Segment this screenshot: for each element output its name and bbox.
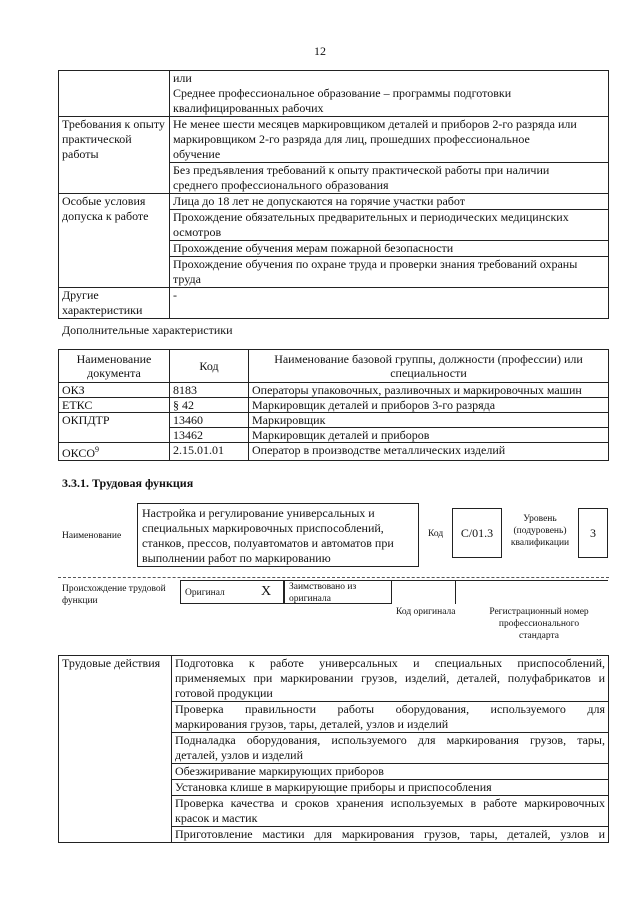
code-cell: 13462 bbox=[170, 428, 249, 443]
function-name-box bbox=[137, 503, 419, 567]
action-line: готовой продукции bbox=[175, 686, 273, 700]
additional-title: Дополнительные характеристики bbox=[62, 323, 233, 337]
column-header: Наименование базовой группы, должности (профессии) или специальности bbox=[249, 350, 609, 383]
code-label: Код bbox=[428, 529, 444, 539]
code-cell: 13460 bbox=[170, 413, 249, 428]
actions-label: Трудовые действия bbox=[59, 656, 172, 843]
action-line: Обезжиривание маркирующих приборов bbox=[172, 764, 608, 780]
action-line: Установка клише в маркирующие приборы и приспособления bbox=[172, 780, 608, 796]
table-header-row bbox=[59, 350, 609, 383]
requirement-line: Прохождение обязательных предварительных и периодических медицинских bbox=[173, 210, 569, 224]
requirement-line: Прохождение обучения по охране труда и проверки знания требований охраны bbox=[173, 257, 578, 271]
additional-table bbox=[58, 349, 609, 461]
function-name-line: выполнении работ по маркированию bbox=[142, 551, 331, 565]
action-line: Подготовка к работе универсальных и специальных приспособлений, bbox=[175, 656, 605, 670]
divider bbox=[58, 577, 609, 578]
requirement-line: Не менее шести месяцев маркировщиком деталей и приборов 2-го разряда или bbox=[173, 117, 577, 131]
requirement-label bbox=[59, 71, 170, 117]
doc-cell: ОКСО bbox=[62, 446, 96, 460]
requirement-line: Без предъявления требований к опыту практической работы при наличии bbox=[173, 163, 550, 177]
table-row bbox=[59, 194, 609, 288]
section-heading: 3.3.1. Трудовая функция bbox=[62, 476, 194, 490]
action-line: маркирования грузов, тары, деталей, узлов и изделий bbox=[175, 717, 449, 731]
action-line: Проверка правильности работы оборудования, используемого для bbox=[175, 702, 605, 716]
table-row bbox=[59, 656, 609, 843]
name-cell: Операторы упаковочных, разливочных и маркировочных машин bbox=[249, 383, 609, 398]
table-row bbox=[59, 383, 609, 398]
name-cell: Маркировщик деталей и приборов bbox=[249, 428, 609, 443]
function-code: С/01.3 bbox=[452, 508, 502, 558]
column-header: Код bbox=[170, 350, 249, 383]
code-cell: § 42 bbox=[170, 398, 249, 413]
code-cell: 2.15.01.01 bbox=[170, 443, 249, 461]
requirement-line: Лица до 18 лет не допускаются на горячие участки работ bbox=[170, 194, 608, 210]
borrowed-label: Заимствовано из оригинала bbox=[289, 582, 357, 604]
requirement-line: труда bbox=[173, 272, 201, 286]
original-code-box bbox=[392, 580, 456, 604]
function-name-line: Настройка и регулирование универсальных и bbox=[142, 506, 375, 520]
original-mark: X bbox=[261, 584, 272, 599]
name-cell: Маркировщик деталей и приборов 3-го разряда bbox=[249, 398, 609, 413]
action-line: Подналадка оборудования, используемого для маркирования грузов, тары, bbox=[175, 733, 605, 747]
registration-box bbox=[456, 580, 608, 604]
table-row bbox=[59, 413, 609, 428]
requirement-line: квалифицированных рабочих bbox=[173, 101, 324, 115]
function-name-line: специальных маркировочных приспособлений, bbox=[142, 521, 384, 535]
level-label: Уровень (подуровень) квалификации bbox=[510, 514, 570, 548]
column-header: Наименование документа bbox=[59, 350, 170, 383]
page-number: 12 bbox=[314, 44, 326, 58]
doc-cell: ОКПДТР bbox=[59, 413, 170, 443]
requirements-table bbox=[58, 70, 609, 319]
requirement-label: Другие характеристики bbox=[59, 288, 170, 319]
registration-label: Регистрационный номер профессионального стандарта bbox=[489, 607, 589, 641]
action-line: красок и мастик bbox=[175, 811, 258, 825]
name-cell: Оператор в производстве металлических изделий bbox=[249, 443, 609, 461]
requirement-line: осмотров bbox=[173, 225, 222, 239]
doc-cell: ОКЗ bbox=[59, 383, 170, 398]
doc-cell: ЕТКС bbox=[59, 398, 170, 413]
code-cell: 8183 bbox=[170, 383, 249, 398]
requirement-line: среднего профессионального образования bbox=[173, 178, 389, 192]
requirement-line: Среднее профессиональное образование – программы подготовки bbox=[173, 86, 512, 100]
qualification-level: 3 bbox=[578, 508, 608, 558]
table-row bbox=[59, 71, 609, 117]
action-line: Проверка качества и сроков хранения используемых в работе маркировочных bbox=[175, 796, 605, 810]
actions-table bbox=[58, 655, 609, 843]
action-line: Приготовление мастики для маркирования грузов, тары, деталей, узлов и bbox=[175, 827, 605, 841]
name-cell: Маркировщик bbox=[249, 413, 609, 428]
action-line: деталей, узлов и изделий bbox=[175, 748, 304, 762]
requirement-line: обучение bbox=[173, 147, 221, 161]
name-label: Наименование bbox=[62, 531, 122, 541]
table-row bbox=[59, 443, 609, 461]
table-row bbox=[59, 398, 609, 413]
action-line: применяемых при маркировании грузов, изделий, деталей, полуфабрикатов и bbox=[175, 671, 605, 685]
requirement-label: Особые условия допуска к работе bbox=[59, 194, 170, 288]
requirement-line: маркировщиком 2-го разряда для лиц, прошедших профессиональное bbox=[173, 132, 530, 146]
origin-label: Происхождение трудовой функции bbox=[62, 584, 166, 606]
original-label: Оригинал bbox=[185, 588, 225, 598]
table-row bbox=[59, 288, 609, 319]
table-row bbox=[59, 117, 609, 194]
footnote-mark: 9 bbox=[95, 445, 100, 454]
requirement-line: Прохождение обучения мерам пожарной безопасности bbox=[170, 241, 608, 257]
original-code-label: Код оригинала bbox=[396, 607, 456, 617]
borrowed-box bbox=[284, 580, 392, 604]
function-name-line: станков, прессов, полуавтоматов и автоматов при bbox=[142, 536, 394, 550]
requirement-line: или bbox=[173, 71, 192, 85]
original-box bbox=[180, 580, 284, 604]
requirement-value: - bbox=[170, 288, 609, 319]
requirement-label: Требования к опыту практической работы bbox=[59, 117, 170, 194]
